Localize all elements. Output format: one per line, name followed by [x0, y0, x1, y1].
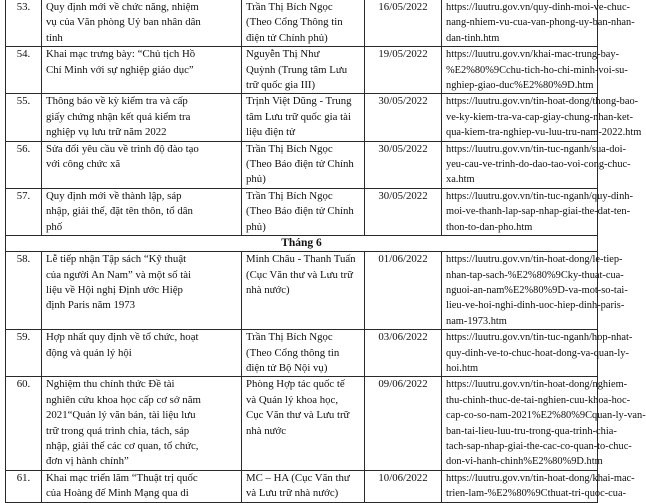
- publish-date: 10/06/2022: [365, 470, 442, 502]
- article-url-line[interactable]: nghiep-giao-duc%E2%80%9D.htm: [446, 80, 594, 92]
- article-title-line: Nghiệm thu chính thức Đề tài: [46, 378, 175, 391]
- article-author: [242, 141, 365, 188]
- article-title-line: Quy định mới về thành lập, sáp: [46, 189, 182, 202]
- article-title-line: Sửa đổi yêu cầu về trình độ đào tạo: [46, 142, 199, 155]
- article-author-line: và Quản lý khoa học,: [246, 393, 339, 406]
- article-author-line: Minh Châu - Thanh Tuấn: [246, 253, 356, 266]
- article-author-line: (Cục Văn thư và Lưu trữ: [246, 268, 354, 281]
- article-url-line[interactable]: nguoi-an-nam%E2%80%9D-va-mot-so-tai-: [446, 284, 628, 296]
- article-url-line[interactable]: https://luutru.gov.vn/tin-hoat-dong/khai-mac-: [446, 472, 635, 484]
- article-url-line[interactable]: moi-ve-thanh-lap-sap-nhap-giai-the-dat-ten-: [446, 206, 631, 218]
- article-author-line: Phòng Hợp tác quốc tế: [246, 378, 345, 391]
- article-url[interactable]: [442, 188, 633, 235]
- article-title-line: tỉnh: [46, 31, 63, 44]
- row-number: 55.: [6, 94, 42, 141]
- article-author-line: (Theo Cổng thông tin: [246, 346, 340, 359]
- article-url-line[interactable]: yeu-cau-ve-trinh-do-dao-tao-voi-cong-chuc-: [446, 159, 631, 171]
- publish-date: 16/05/2022: [365, 0, 442, 47]
- article-author-line: Trần Thị Bích Ngọc: [246, 331, 333, 344]
- article-url[interactable]: [442, 0, 635, 47]
- article-title-line: trữ trong quá trình chia, tách, sáp: [46, 424, 190, 437]
- article-url-line[interactable]: cap-co-so-nam-2021%E2%80%9Cquan-ly-van-: [446, 410, 646, 422]
- article-author-line: Cục Văn thư và Lưu trữ: [246, 409, 350, 422]
- article-title-line: định Paris năm 1973: [46, 299, 136, 312]
- article-title-line: Thông báo về kỳ kiểm tra và cấp: [46, 95, 188, 108]
- article-author-line: liệu điện tử: [246, 126, 296, 139]
- article-title: [42, 0, 242, 47]
- article-title-line: nghiệp vụ lưu trữ năm 2022: [46, 126, 167, 139]
- article-url[interactable]: [442, 47, 628, 94]
- article-title-line: giấy chứng nhận kết quả kiểm tra: [46, 110, 191, 123]
- table-row: [6, 252, 598, 330]
- row-number: 61.: [6, 470, 42, 502]
- article-url-line[interactable]: thu-chinh-thuc-de-tai-nghien-cuu-khoa-hoc-: [446, 394, 631, 406]
- article-author-line: điện tử Chính phủ): [246, 31, 328, 44]
- article-url-line[interactable]: ve-ky-kiem-tra-va-cap-giay-chung-nhan-ket-: [446, 111, 633, 123]
- row-number: 58.: [6, 252, 42, 330]
- article-author-line: Nguyễn Thị Như: [246, 48, 320, 61]
- article-title-line: vụ của Văn phòng Uỷ ban nhân dân: [46, 16, 201, 29]
- publication-table: [5, 0, 646, 503]
- article-url-line[interactable]: https://luutru.gov.vn/tin-hoat-dong/thong-bao-: [446, 96, 639, 108]
- article-url-line[interactable]: quy-dinh-ve-to-chuc-hoat-dong-va-quan-ly-: [446, 347, 629, 359]
- article-title: [42, 47, 242, 94]
- article-title-line: Hợp nhất quy định về tổ chức, hoạt: [46, 331, 199, 344]
- article-title-line: Khai mạc trưng bày: “Chủ tịch Hồ: [46, 48, 196, 61]
- article-url-line[interactable]: https://luutru.gov.vn/tin-hoat-dong/nghiem-: [446, 379, 628, 391]
- article-author-line: (Theo Báo điện tử Chính: [246, 158, 354, 171]
- table-row: [6, 377, 598, 470]
- article-title-line: nhập, giải thể, đặt tên thôn, tổ dân: [46, 205, 193, 218]
- article-title-line: Chí Minh với sự nghiệp giáo dục”: [46, 63, 194, 76]
- article-url-line[interactable]: %E2%80%9Cchu-tich-ho-chi-minh-voi-su-: [446, 64, 628, 76]
- article-url-line[interactable]: https://luutru.gov.vn/tin-tuc-nganh/quy-dinh-: [446, 190, 633, 202]
- article-author-line: (Theo Báo điện tử Chính: [246, 205, 354, 218]
- article-url[interactable]: [442, 252, 628, 330]
- article-author-line: nhà nước: [246, 424, 287, 437]
- article-title-line: 2021“Quản lý văn bản, tài liệu lưu: [46, 409, 196, 422]
- article-title-line: phố: [46, 220, 63, 233]
- article-author-line: tâm Lưu trữ quốc gia tài: [246, 110, 351, 123]
- article-title: [42, 330, 242, 377]
- article-author-line: (Theo Cổng Thông tin: [246, 16, 343, 29]
- article-url-line[interactable]: https://luutru.gov.vn/tin-tuc-nganh/hop-nhat-: [446, 332, 633, 344]
- article-url[interactable]: [442, 94, 642, 141]
- article-author-line: Trần Thị Bích Ngọc: [246, 142, 333, 155]
- article-author: [242, 0, 365, 47]
- publish-date: 30/05/2022: [365, 94, 442, 141]
- article-url-line[interactable]: nam-1973.htm: [446, 315, 507, 327]
- article-title-line: liệu về Hội nghị Định ước Hiệp: [46, 283, 183, 296]
- article-url-line[interactable]: xa.htm: [446, 174, 475, 186]
- publish-date: 03/06/2022: [365, 330, 442, 377]
- publish-date: 30/05/2022: [365, 141, 442, 188]
- table-row: [6, 330, 598, 377]
- article-url-line[interactable]: https://luutru.gov.vn/tin-tuc-nganh/sua-doi-: [446, 143, 626, 155]
- article-author: [242, 47, 365, 94]
- publish-date: 01/06/2022: [365, 252, 442, 330]
- row-number: 53.: [6, 0, 42, 47]
- article-title-line: Khai mạc triển lãm “Thuật trị quốc: [46, 471, 198, 484]
- article-url-line[interactable]: thon-to-dan-pho.htm: [446, 221, 533, 233]
- article-title: [42, 377, 242, 470]
- article-title-line: đơn vị hành chính”: [46, 455, 129, 468]
- article-url-line[interactable]: nhan-tap-sach-%E2%80%9Cky-thuat-cua-: [446, 269, 624, 281]
- month-label: Tháng 6: [6, 236, 598, 252]
- article-author: [242, 252, 365, 330]
- publish-date: 19/05/2022: [365, 47, 442, 94]
- article-author-line: Quỳnh (Trung tâm Lưu: [246, 63, 348, 76]
- row-number: 60.: [6, 377, 42, 470]
- month-header-row: [6, 236, 598, 252]
- row-number: 57.: [6, 188, 42, 235]
- article-author-line: phủ): [246, 220, 266, 233]
- article-url-line[interactable]: nang-nhiem-vu-cua-van-phong-uy-ban-nhan-: [446, 17, 635, 29]
- table-body-june: [6, 252, 646, 503]
- table-row: [6, 0, 598, 47]
- article-author-line: Trần Thị Bích Ngọc: [246, 189, 333, 202]
- article-url[interactable]: [442, 141, 631, 188]
- article-title: [42, 470, 242, 502]
- article-title-line: của người An Nam” và một số tài: [46, 268, 191, 281]
- table-row: [6, 47, 598, 94]
- article-title: [42, 188, 242, 235]
- article-url-line[interactable]: qua-kiem-tra-nghiep-vu-luu-tru-nam-2022.htm: [446, 127, 642, 139]
- article-title-line: nghiên cứu khoa học cấp cơ sở năm: [46, 393, 201, 406]
- article-author-line: điện tử Bộ Nội vụ): [246, 361, 328, 374]
- article-url-line[interactable]: don-vi-hanh-chinh%E2%80%9D.htm: [446, 456, 603, 468]
- article-url-line[interactable]: tach-sap-nhap-giai-the-cac-co-quan-to-chuc-: [446, 440, 632, 452]
- article-author-line: nhà nước): [246, 283, 290, 296]
- article-title-line: Quy định mới về chức năng, nhiệm: [46, 1, 199, 13]
- row-number: 56.: [6, 141, 42, 188]
- article-author-line: phủ): [246, 173, 266, 186]
- article-author-line: và Lưu trữ nhà nước): [246, 487, 339, 500]
- article-url-line[interactable]: ban-tai-lieu-luu-tru-trong-qua-trinh-chia-: [446, 425, 617, 437]
- article-author-line: trữ quốc gia III): [246, 79, 316, 92]
- article-author: [242, 330, 365, 377]
- article-url-line[interactable]: trien-lam-%E2%80%9Cthuat-tri-quoc-cua-: [446, 488, 627, 500]
- article-author-line: Trịnh Việt Dũng - Trung: [246, 95, 352, 108]
- article-title-line: với công chức xã: [46, 158, 121, 171]
- article-url[interactable]: [442, 470, 635, 502]
- article-author-line: Trần Thị Bích Ngọc: [246, 1, 333, 13]
- row-number: 59.: [6, 330, 42, 377]
- article-author: [242, 188, 365, 235]
- article-url-line[interactable]: hoi.htm: [446, 362, 479, 374]
- row-number: 54.: [6, 47, 42, 94]
- article-url-line[interactable]: https://luutru.gov.vn/khai-mac-trung-bay-: [446, 49, 620, 61]
- article-title-line: của Hoàng đế Minh Mạng qua di: [46, 487, 189, 500]
- article-title: [42, 141, 242, 188]
- article-url-line[interactable]: lieu-ve-hoi-nghi-dinh-uoc-hiep-dinh-paris-: [446, 300, 625, 312]
- article-url[interactable]: [442, 330, 633, 377]
- article-title: [42, 252, 242, 330]
- table-body-month-header: [6, 236, 598, 252]
- table-row: [6, 470, 598, 502]
- table-row: [6, 141, 598, 188]
- article-author: [242, 377, 365, 470]
- article-title: [42, 94, 242, 141]
- table-body-may: [6, 0, 642, 236]
- publish-date: 09/06/2022: [365, 377, 442, 470]
- table-row: [6, 188, 598, 235]
- article-title-line: nhập, giải thể các cơ quan, tổ chức,: [46, 439, 199, 452]
- article-url[interactable]: [442, 377, 646, 470]
- article-author: [242, 470, 365, 502]
- article-title-line: động và quản lý hội: [46, 346, 132, 359]
- article-url-line[interactable]: dan-tinh.htm: [446, 32, 500, 44]
- article-url-line[interactable]: https://luutru.gov.vn/quy-dinh-moi-ve-chuc-: [446, 2, 631, 13]
- article-url-line[interactable]: https://luutru.gov.vn/tin-hoat-dong/le-tiep-: [446, 254, 623, 266]
- article-title-line: Lễ tiếp nhận Tập sách “Kỹ thuật: [46, 253, 187, 266]
- publish-date: 30/05/2022: [365, 188, 442, 235]
- article-author-line: MC – HA (Cục Văn thư: [246, 471, 350, 484]
- table-row: [6, 94, 598, 141]
- article-author: [242, 94, 365, 141]
